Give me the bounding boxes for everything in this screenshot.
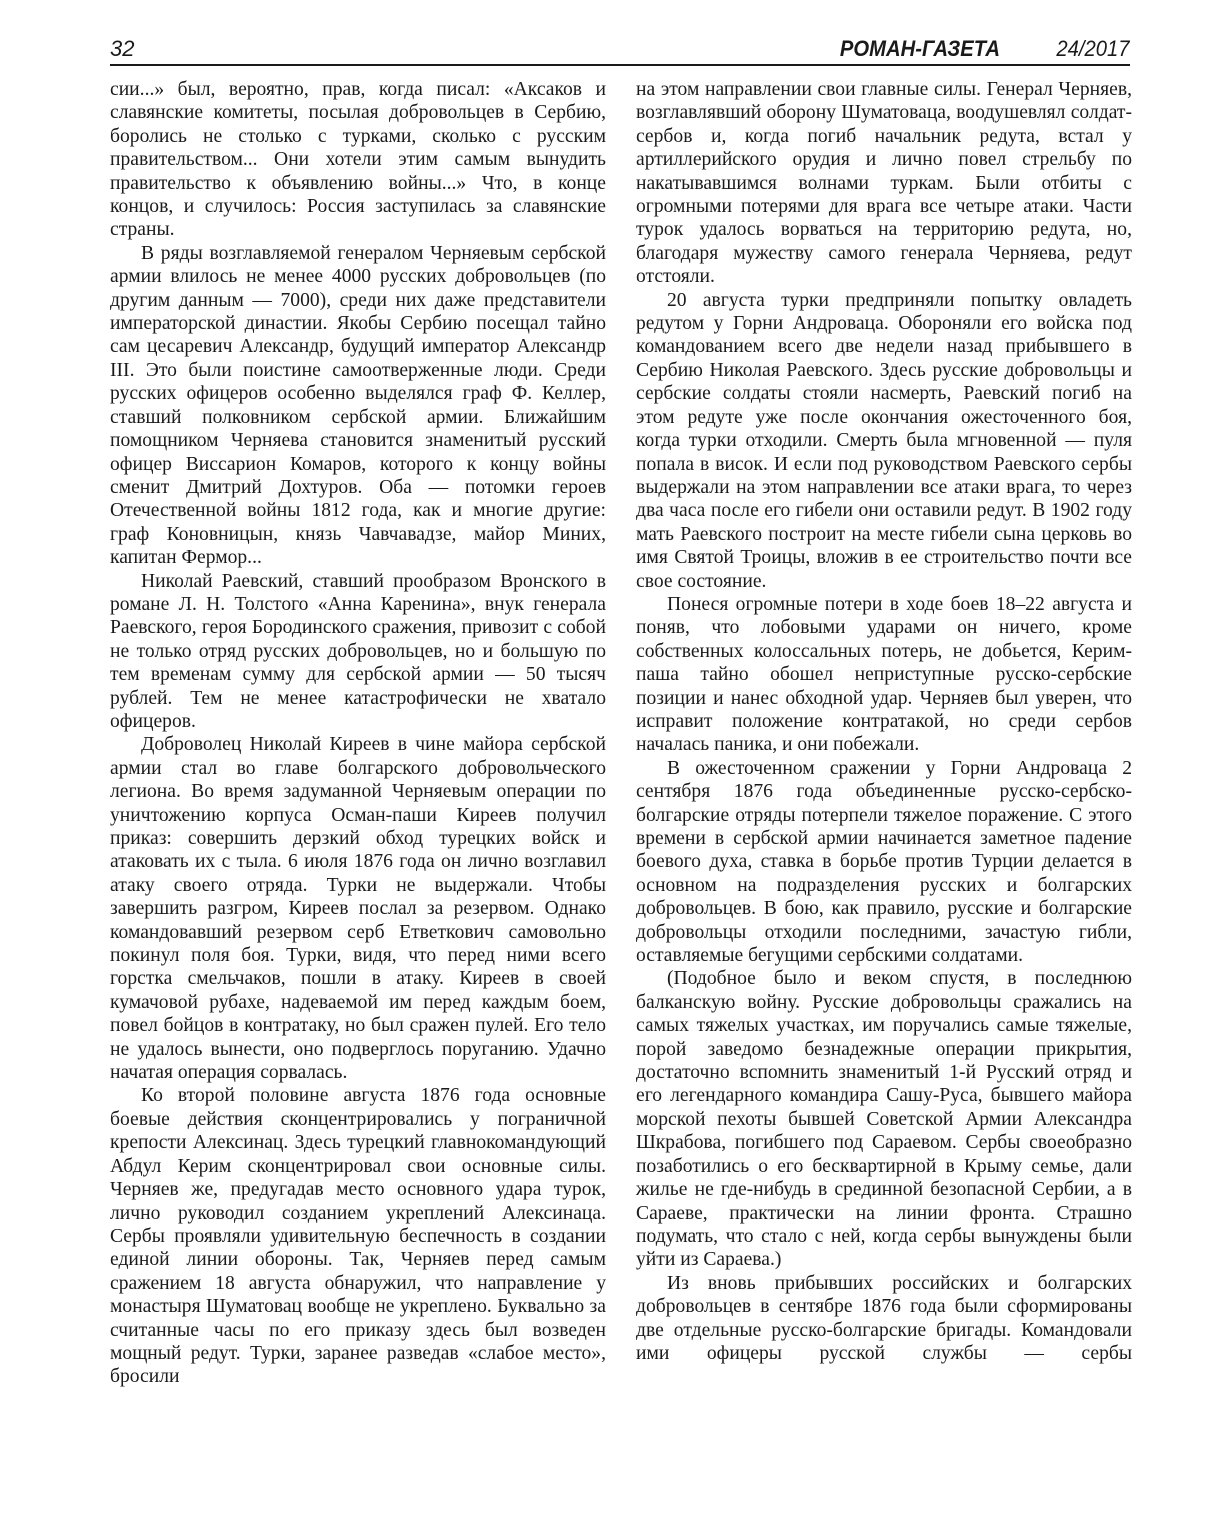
publication-title: РОМАН-ГАЗЕТА bbox=[839, 36, 1000, 61]
paragraph: В ряды возглавляемой генералом Черняевым сербской армии влилось не менее 4000 русских добровольцев (по другим данным — 7000), среди них даже представители императорской династии. Якобы Сербию посещал тайно сам цесаревич Александр, будущий император Александр III. Это были поистине самоотверженные люди. Среди русских офицеров особенно выделялся граф Ф. Келлер, ставший полковником сербской армии. Ближайшим помощником Черняева становится знаменитый русский офицер Виссарион Комаров, которого к концу войны сменит Дмитрий Дохтуров. Оба — потомки героев Отечественной войны 1812 года, как и многие другие: граф Коновницын, князь Чавчавадзе, майор Миних, капитан Фермор... bbox=[110, 242, 606, 569]
paragraph: сии...» был, вероятно, прав, когда писал: «Аксаков и славянские комитеты, посылая добровольцев в Сербию, боролись не столько с турками, сколько с русским правительством... Они хотели этим самым вынудить правительство к объявлению войны...» Что, в конце концов, и случилось: Россия заступилась за славянские страны. bbox=[110, 79, 606, 241]
issue-number: 24/2017 bbox=[1056, 36, 1130, 61]
text-column-left bbox=[110, 78, 606, 1389]
text-column-right bbox=[636, 78, 1132, 1365]
paragraph: (Подобное было и веком спустя, в последнюю балканскую войну. Русские добровольцы сражались на самых тяжелых участках, им поручались самые тяжелые, порой заведомо безнадежные операции прикрытия, достаточно вспомнить знаменитый 1-й Русский отряд и его легендарного командира Сашу-Руса, бывшего майора морской пехоты бывшей Советской Армии Александра Шкрабова, погибшего под Сараевом. Сербы своеобразно позаботились о его бесквартирной в Крыму семье, дали жилье не где-нибудь в срединной безопасной Сербии, а в Сараеве, практически на линии фронта. Страшно подумать, что стало с ней, когда сербы вынуждены были уйти из Сараева.) bbox=[636, 968, 1132, 1271]
running-header bbox=[110, 36, 1130, 66]
paragraph: Николай Раевский, ставший прообразом Вронского в романе Л. Н. Толстого «Анна Каренина», внук генерала Раевского, героя Бородинского сражения, привозит с собой не только отряд русских добровольцев, но и большую по тем временам сумму для сербской армии — 50 тысяч рублей. Тем не менее катастрофически не хватало офицеров. bbox=[110, 570, 606, 732]
paragraph: В ожесточенном сражении у Горни Андроваца 2 сентября 1876 года объединенные русско-сербско-болгарские отряды потерпели тяжелое поражение. С этого времени в сербской армии начинается заметное падение боевого духа, ставка в борьбе против Турции делается в основном на подразделения русских и болгарских добровольцев. В бою, как правило, русские и болгарские добровольцы отходили последними, зачастую гибли, оставляемые бегущими сербскими солдатами. bbox=[636, 757, 1132, 967]
paragraph: Понеся огромные потери в ходе боев 18–22 августа и поняв, что лобовыми ударами он ничего, кроме собственных колоссальных потерь, не добьется, Керим-паша тайно обошел неприступные русско-сербские позиции и нанес обходной удар. Черняев был уверен, что исправит положение контратакой, но среди сербов началась паника, и они побежали. bbox=[636, 593, 1132, 756]
paragraph: Из вновь прибывших российских и болгарских добровольцев в сентябре 1876 года были сформированы две отдельные русско-болгарские бригады. Командовали ими офицеры русской службы — сербы bbox=[636, 1272, 1132, 1364]
paragraph: на этом направлении свои главные силы. Генерал Черняев, возглавлявший оборону Шуматоваца, воодушевлял солдат-сербов и, когда погиб начальник редута, встал у артиллерийского орудия и лично повел стрельбу по накатывавшимся волнами туркам. Были отбиты с огромными потерями для врага все четыре атаки. Части турок удалось ворваться на территорию редута, но, благодаря мужеству самого генерала Черняева, редут отстояли. bbox=[636, 79, 1132, 288]
paragraph: Доброволец Николай Киреев в чине майора сербской армии стал во главе болгарского добровольческого легиона. Во время задуманной Черняевым операции по уничтожению корпуса Осман-паши Киреев получил приказ: совершить дерзкий обход турецких войск и атаковать их с тыла. 6 июля 1876 года он лично возглавил атаку своего отряда. Турки не выдержали. Чтобы завершить разгром, Киреев послал за резервом. Однако командовавший резервом серб Етветкович самовольно покинул поля боя. Турки, видя, что перед ними всего горстка смельчаков, пошли в атаку. Киреев в своей кумачовой рубахе, надеваемой им перед каждым боем, повел бойцов в контратаку, но был сражен пулей. Его тело не удалось вынести, оно подверглось поруганию. Удачно начатая операция сорвалась. bbox=[110, 734, 606, 1084]
page-number: 32 bbox=[110, 36, 135, 61]
paragraph: 20 августа турки предприняли попытку овладеть редутом у Горни Андроваца. Обороняли его войска под командованием всего две недели назад прибывшего в Сербию Николая Раевского. Здесь русские добровольцы и сербские солдаты стояли насмерть, Раевский погиб на этом редуте уже после окончания ожесточенного боя, когда турки отходили. Смерть была мгновенной — пуля попала в висок. И если под руководством Раевского сербы выдержали на этом направлении все атаки врага, то через два часа после его гибели они оставили редут. В 1902 году мать Раевского построит на месте гибели сына церковь во имя Святой Троицы, вложив в ее строительство почти все свое состояние. bbox=[636, 289, 1132, 592]
paragraph: Ко второй половине августа 1876 года основные боевые действия сконцентрировались у пограничной крепости Алексинац. Здесь турецкий главнокомандующий Абдул Керим сконцентрировал свои основные силы. Черняев же, предугадав место основного удара турок, лично руководил созданием укреплений Алексинаца. Сербы проявляли удивительную беспечность в создании единой линии обороны. Так, Черняев перед самым сражением 18 августа обнаружил, что направление у монастыря Шуматовац вообще не укреплено. Буквально за считанные часы по его приказу здесь был возведен мощный редут. Турки, заранее разведав «слабое место», бросили bbox=[110, 1085, 606, 1388]
